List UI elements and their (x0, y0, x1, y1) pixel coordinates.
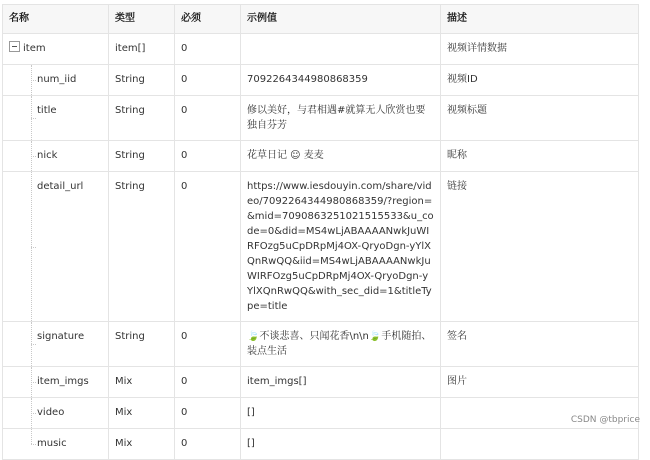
field-required: 0 (175, 172, 241, 322)
field-type: String (109, 172, 175, 322)
field-example: 花草日记 ☺ 麦麦 (241, 141, 441, 172)
field-name: nick (3, 141, 109, 172)
table-row (3, 429, 639, 460)
field-example: 7092264344980868359 (241, 65, 441, 96)
field-required: 0 (175, 398, 241, 429)
collapse-toggle-icon[interactable] (9, 41, 20, 52)
field-example (241, 34, 441, 65)
field-required: 0 (175, 65, 241, 96)
field-description: 链接 (441, 172, 639, 322)
field-required: 0 (175, 367, 241, 398)
table-row (3, 367, 639, 398)
field-type: String (109, 322, 175, 367)
field-type: Mix (109, 367, 175, 398)
field-type: String (109, 96, 175, 141)
table-row (3, 398, 639, 429)
table-row (3, 322, 639, 367)
watermark: CSDN @tbprice (570, 415, 640, 425)
field-required: 0 (175, 322, 241, 367)
table-header-row (3, 5, 639, 34)
table-row (3, 96, 639, 141)
table-row (3, 141, 639, 172)
field-type: item[] (109, 34, 175, 65)
field-name: music (3, 429, 109, 460)
field-required: 0 (175, 34, 241, 65)
field-example: 🍃不谈悲喜、只闻花香\n\n🍃手机随拍、装点生活 (241, 322, 441, 367)
field-name: video (3, 398, 109, 429)
header-name: 名称 (3, 5, 109, 34)
api-fields-table (2, 4, 639, 460)
field-description: 视频ID (441, 65, 639, 96)
field-description: 签名 (441, 322, 639, 367)
field-type: Mix (109, 429, 175, 460)
field-description: 昵称 (441, 141, 639, 172)
header-type: 类型 (109, 5, 175, 34)
field-name: item_imgs (3, 367, 109, 398)
table-row-item (3, 34, 639, 65)
field-description: 图片 (441, 367, 639, 398)
field-type: Mix (109, 398, 175, 429)
field-name: title (3, 96, 109, 141)
table-row (3, 65, 639, 96)
field-description: 视频详情数据 (441, 34, 639, 65)
header-example: 示例值 (241, 5, 441, 34)
field-name-cell (3, 34, 109, 65)
field-example: https://www.iesdouyin.com/share/video/7092264344980868359/?region=&mid=7090863251021515533&u_code=0&did=MS4wLjABAAAANwkJuWIRFOzg5uCpDRpMj4OX-QryoDgn-yYlXQnRwQQ&iid=MS4wLjABAAAANwkJuWIRFOzg5uCpDRpMj4OX-QryoDgn-yYlXQnRwQQ&with_sec_did=1&titleType=title (241, 172, 441, 322)
field-description: 视频标题 (441, 96, 639, 141)
field-example: [] (241, 398, 441, 429)
field-name: detail_url (3, 172, 109, 322)
field-name: num_iid (3, 65, 109, 96)
field-example: 修以美好，与君相遇#就算无人欣赏也要独自芬芳 (241, 96, 441, 141)
field-required: 0 (175, 141, 241, 172)
field-example: [] (241, 429, 441, 460)
field-description (441, 429, 639, 460)
header-description: 描述 (441, 5, 639, 34)
field-type: String (109, 141, 175, 172)
header-required: 必须 (175, 5, 241, 34)
table-row (3, 172, 639, 322)
field-name: item (23, 43, 46, 54)
field-example: item_imgs[] (241, 367, 441, 398)
field-required: 0 (175, 429, 241, 460)
field-required: 0 (175, 96, 241, 141)
field-type: String (109, 65, 175, 96)
field-name: signature (3, 322, 109, 367)
